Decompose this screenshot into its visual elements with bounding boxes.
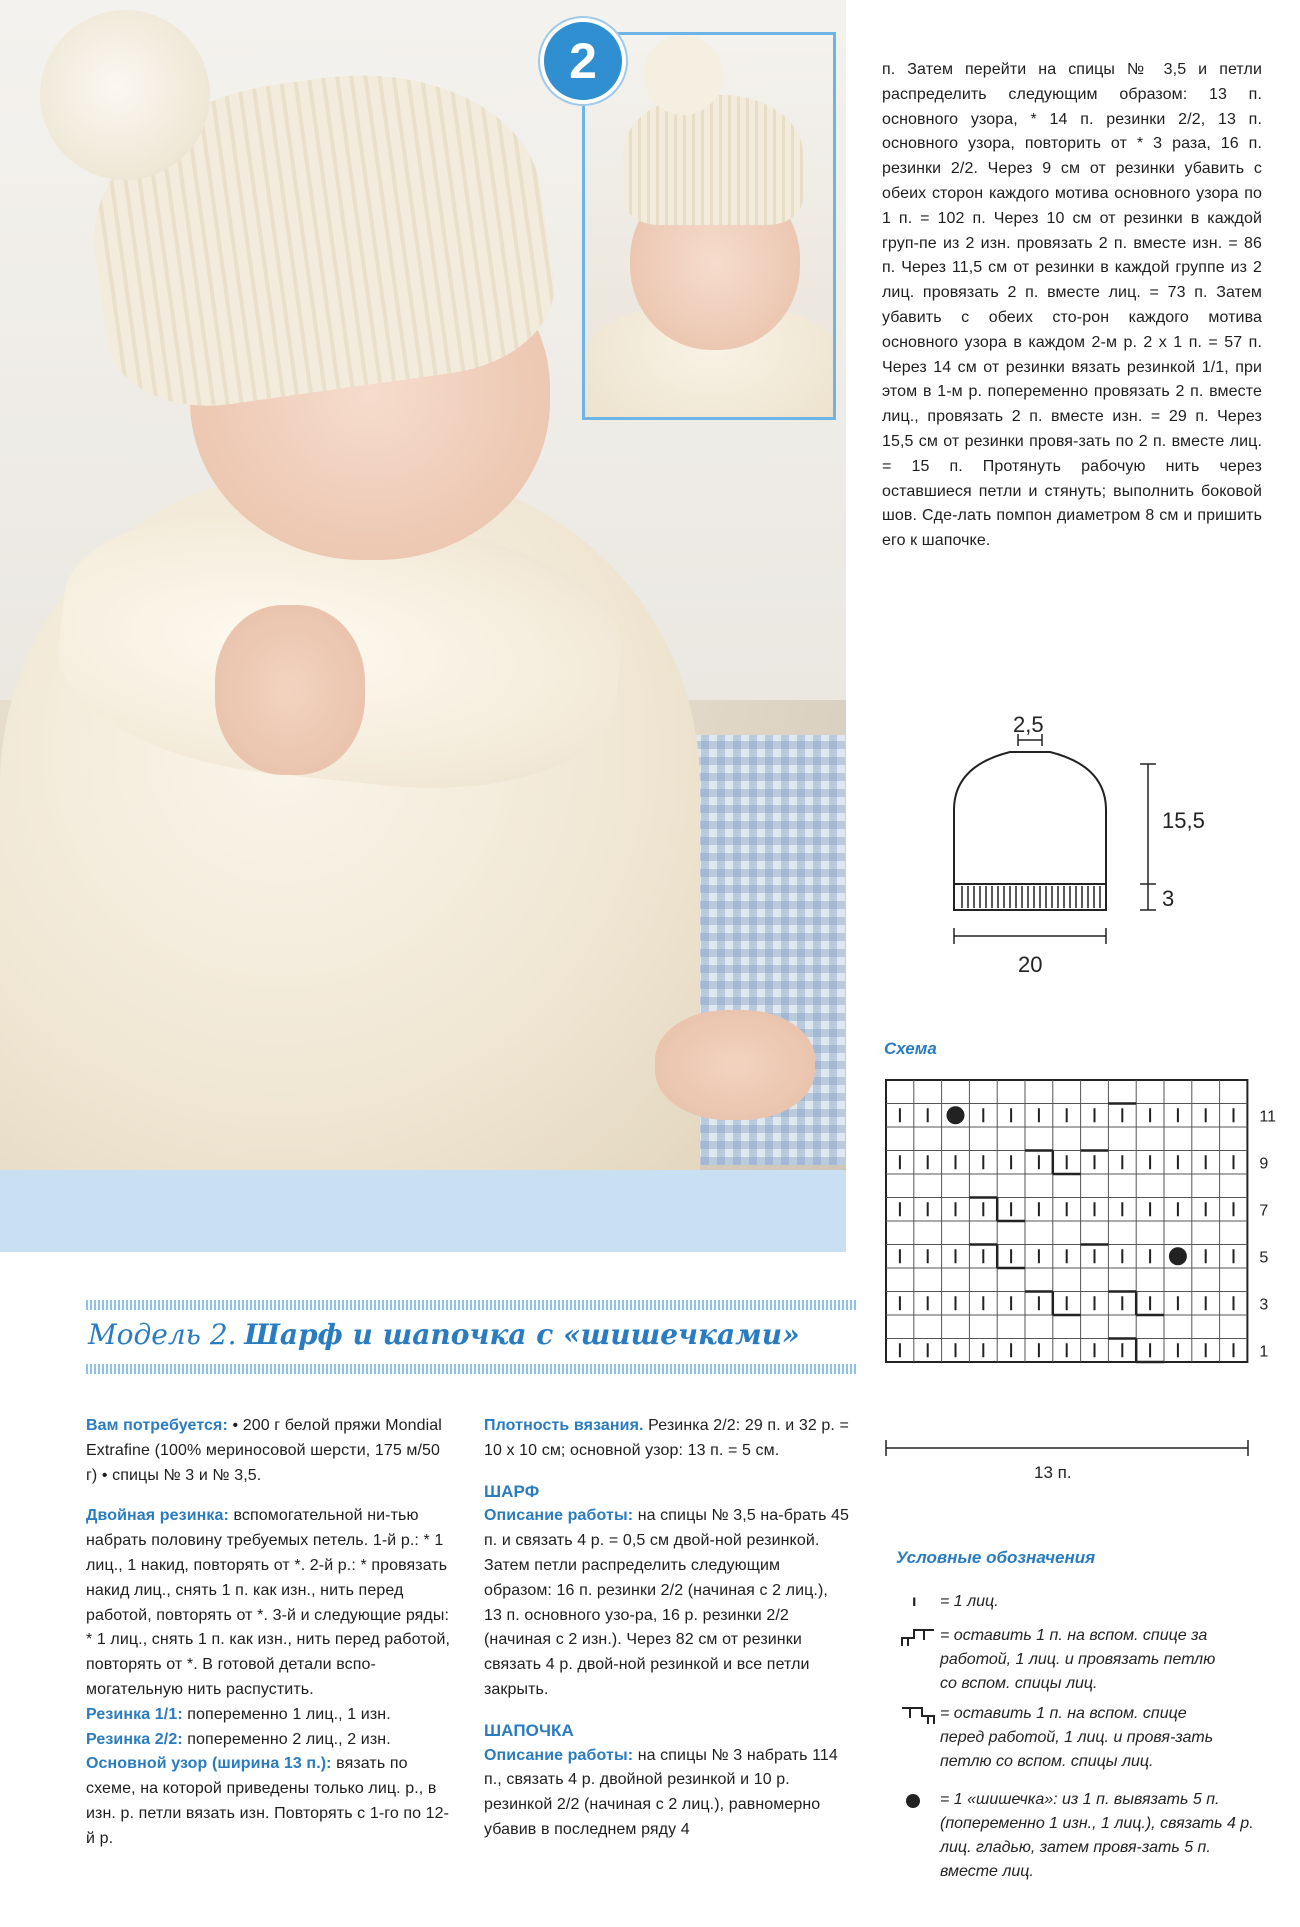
legend-item-bobble: = 1 «шишечка»: из 1 п. вывязать 5 п. (попеременно 1 изн., 1 лиц.), связать 4 р. лиц. гладью, затем провя-зать 5 п. вместе лиц. (900, 1788, 1260, 1884)
legend-item-cross-back: = оставить 1 п. на вспом. спице за работой, 1 лиц. и провязать петлю со вспом. спицы лиц. (900, 1624, 1230, 1696)
hat-diagram (940, 710, 1240, 980)
photo-band (0, 1170, 846, 1252)
diagram-height-label: 15,5 (1162, 808, 1205, 833)
legend-item-knit: ı = 1 лиц. (900, 1590, 1260, 1614)
double-rib-paragraph: Двойная резинка: вспомогательной ни-тью набрать половину требуемых петель. 1-й р.: * 1 лиц., 1 накид, повторять от *. 2-й р.: * провязать накид лиц., снять 1 п. как изн., нить перед работой, повторять от *. 3-й и следующие ряды: * 1 лиц., снять 1 п. как изн., нить перед работой, повторять от *. В готовой детали вспо-могательную нить распустить. (86, 1507, 451, 1698)
rib22-paragraph: Резинка 2/2: попеременно 2 лиц., 2 изн. (86, 1730, 391, 1748)
title-stripe-bottom (86, 1364, 856, 1374)
scarf-paragraph: Описание работы: на спицы № 3,5 на-брать 45 п. и связать 4 р. = 0,5 см двой-ной резинкой. Затем петли распределить следующим образом: 16 п. резинки 2/2 (начиная с 2 лиц.), 13 п. основного узо-ра, 16 р. резинки 2/2 (начиная с 2 изн.). Через 82 см от резинки связать 4 р. двой-ной резинкой и все петли закрыть. (484, 1507, 850, 1698)
model-title (88, 1318, 858, 1351)
chart-row-label: 11 (1259, 1108, 1277, 1126)
legend-item-cross-front: = оставить 1 п. на вспом. спице перед работой, 1 лиц. и провя-зать петлю со вспом. спицы лиц. (900, 1702, 1230, 1774)
model-title-name: Шарф и шапочка с «шишечками» (244, 1318, 800, 1351)
legend-title: Условные обозначения (896, 1548, 1096, 1567)
materials-paragraph: Вам потребуется: • 200 г белой пряжи Mondial Extrafine (100% мериносовой шерсти, 175 м/50 г) • спицы № 3 и № 3,5. (86, 1417, 442, 1484)
diagram-width-label: 20 (1018, 952, 1043, 977)
materials-column (86, 1414, 454, 1852)
scarf-heading: ШАРФ (484, 1481, 540, 1501)
model-title-number: Модель 2. (88, 1318, 237, 1351)
hat-heading: ШАПОЧКА (484, 1720, 574, 1740)
chart-row-label: 7 (1259, 1202, 1269, 1220)
title-stripe-top (86, 1300, 856, 1310)
hat-paragraph: Описание работы: на спицы № 3 набрать 114 п., связать 4 р. двойной резинкой и 10 р. резинкой 2/2 (начиная с 2 лиц.), равномерно убавив в последнем ряду 4 (484, 1746, 838, 1838)
hat-instructions-continued: п. Затем перейти на спицы № 3,5 и петли распределить следующим образом: 13 п. основного узора, * 14 п. резинки 2/2, 13 п. основного узора, повторить от * 3 раза, 16 п. резинки 2/2. Через 9 см от резинки убавить с обеих сторон каждого мотива основного узора по 1 п. = 102 п. Через 10 см от резинки в каждой груп-пе из 2 изн. провязать 2 п. вместе изн. = 86 п. Через 11,5 см от резинки в каждой группе из 2 лиц. провязать 2 п. вместе лиц. = 73 п. Затем убавить с обеих сто-рон каждого мотива основного узора в каждом 2-м р. 2 х 1 п. = 57 п. Через 14 см от резинки вязать резинкой 1/1, при этом в 1-м р. попеременно провязать 2 п. вместе лиц., провязать 2 п. вместе изн. = 29 п. Через 15,5 см от резинки провя-зать по 2 п. вместе лиц. = 15 п. Протянуть рабочую нить через оставшиеся петли и стянуть; выполнить боковой шов. Сде-лать помпон диаметром 8 см и пришить его к шапочке. (882, 61, 1262, 550)
inset-photo (582, 32, 836, 420)
model-number-badge: 2 (540, 18, 626, 104)
bobble-mark (1169, 1247, 1187, 1265)
schema-title: Схема (884, 1039, 937, 1058)
cross-front-symbol-icon (900, 1706, 936, 1726)
chart-row-label: 1 (1259, 1343, 1269, 1361)
bobble-mark (947, 1106, 965, 1124)
diagram-top-label: 2,5 (1013, 712, 1044, 737)
knitting-chart (884, 1078, 1294, 1493)
main-pattern-paragraph: Основной узор (ширина 13 п.): вязать по схеме, на которой приведены только лиц. р., в изн. р. петли вязать изн. Повторять с 1-го по 12-й р. (86, 1755, 450, 1847)
diagram-rib-label: 3 (1162, 886, 1175, 911)
knit-symbol-icon: ı (912, 1593, 917, 1610)
chart-row-label: 9 (1259, 1155, 1269, 1173)
chart-row-label: 5 (1259, 1249, 1269, 1267)
instructions-column (484, 1414, 850, 1843)
chart-width-label: 13 п. (1034, 1463, 1072, 1482)
cross-back-symbol-icon (900, 1628, 936, 1648)
density-paragraph: Плотность вязания. Резинка 2/2: 29 п. и 32 р. = 10 х 10 см; основной узор: 13 п. = 5 см. (484, 1417, 849, 1459)
rib11-paragraph: Резинка 1/1: попеременно 1 лиц., 1 изн. (86, 1705, 391, 1723)
chart-row-label: 3 (1259, 1296, 1269, 1314)
bobble-symbol-icon (906, 1794, 920, 1808)
